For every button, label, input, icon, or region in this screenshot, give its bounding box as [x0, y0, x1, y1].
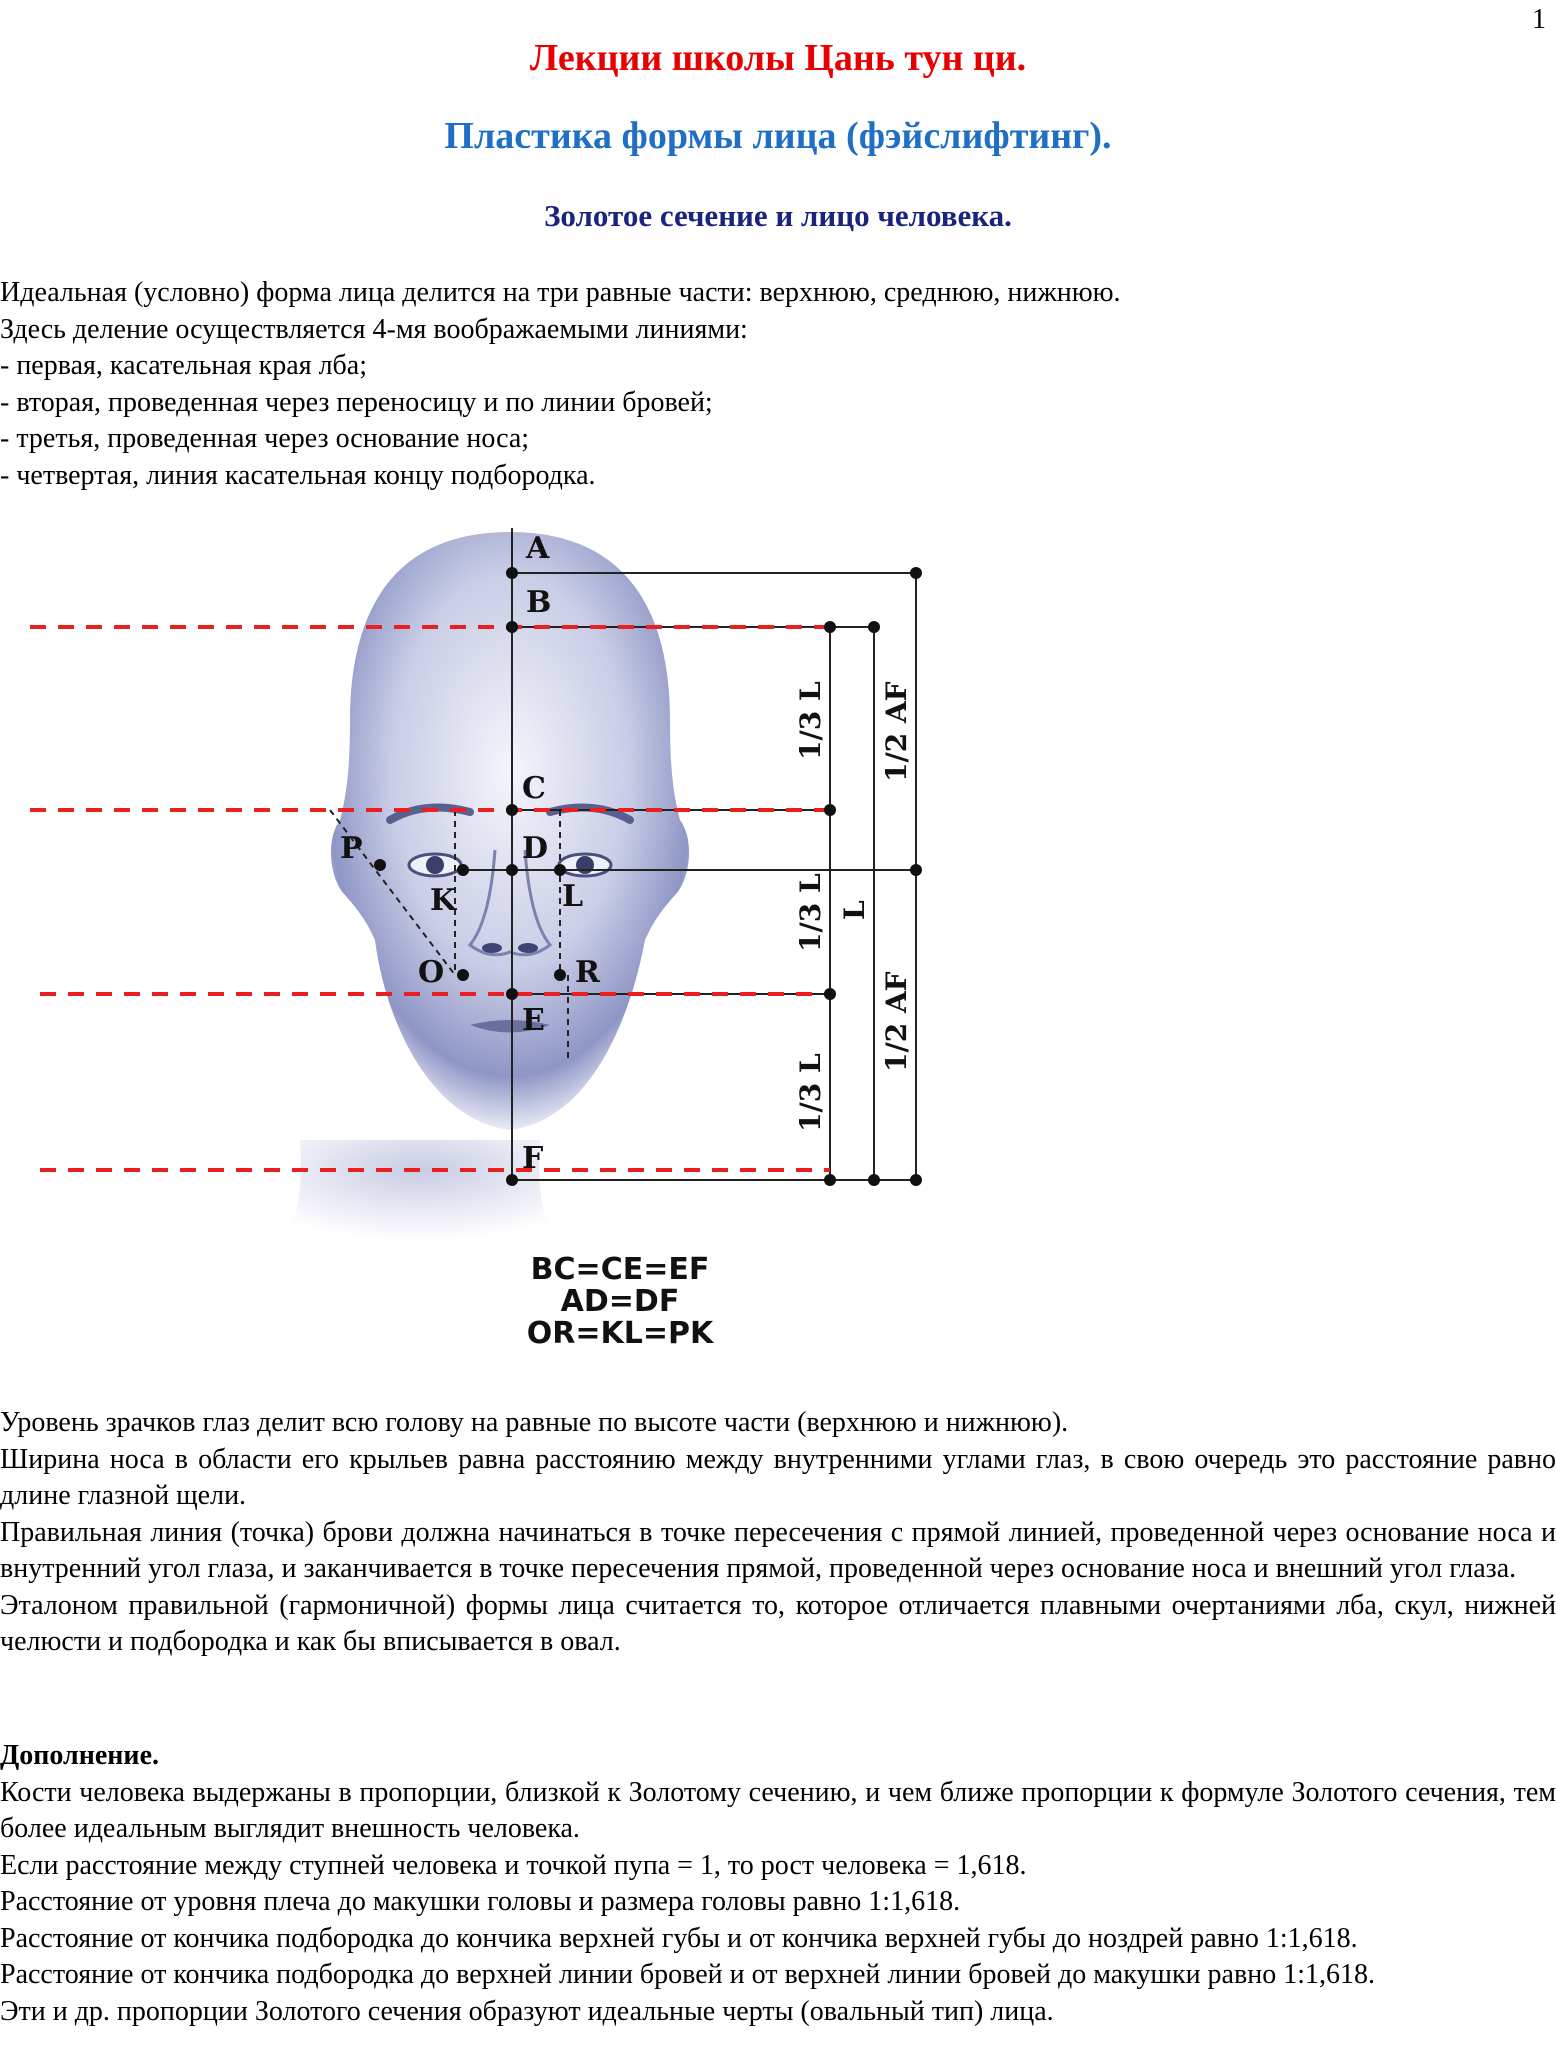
equation: AD=DF [560, 1284, 680, 1319]
addendum-section [0, 1738, 1556, 2030]
point-label-a: A [526, 531, 550, 566]
page-title: Лекции школы Цань тун ци. [529, 37, 1027, 79]
point-label-f: F [522, 1141, 544, 1176]
section-title: Золотое сечение и лицо человека. [544, 198, 1012, 233]
point-label-p: P [340, 831, 363, 866]
point-label-k: K [430, 883, 457, 918]
addendum-line: Эти и др. пропорции Золотого сечения образуют идеальные черты (овальный тип) лица. [0, 1995, 1054, 2027]
addendum-line: Если расстояние между ступней человека и точкой пупа = 1, то рост человека = 1,618. [0, 1849, 1027, 1881]
point-label-d: D [522, 831, 549, 866]
dimension-label-total: L [838, 900, 871, 920]
intro-text [0, 275, 1556, 494]
intro-line: - четвертая, линия касательная концу подбородка. [0, 459, 596, 491]
body-paragraph: Уровень зрачков глаз делит всю голову на равные по высоте части (верхнюю и нижнюю). [0, 1407, 1069, 1438]
addendum-line: Расстояние от кончика подбородка до верхней линии бровей и от верхней линии бровей до макушки равно 1:1,618. [0, 1959, 1375, 1990]
point-label-e: E [522, 1003, 545, 1038]
equation: OR=KL=PK [526, 1316, 714, 1351]
dimension-label-third-top: 1/3 L [794, 681, 827, 760]
dimension-label-third-bottom: 1/3 L [794, 1053, 827, 1132]
body-paragraph: Ширина носа в области его крыльев равна расстоянию между внутренними углами глаз, в свою очередь это расстояние равно длине глазной щели. [0, 1443, 1556, 1511]
equation: BC=CE=EF [530, 1252, 710, 1287]
proportion-equations [500, 1254, 740, 1350]
intro-line: Здесь деление осуществляется 4-мя воображаемыми линиями: [0, 313, 748, 345]
page-number: 1 [1532, 4, 1546, 35]
point-label-l: L [562, 879, 584, 914]
point-label-r: R [575, 955, 600, 990]
dimension-label-third-middle: 1/3 L [794, 873, 827, 952]
point-label-c: C [522, 771, 546, 806]
dimension-label-half-bottom: 1/2 AF [880, 971, 913, 1072]
addendum-line: Расстояние от уровня плеча до макушки головы и размера головы равно 1:1,618. [0, 1886, 961, 1917]
body-text [0, 1405, 1556, 1661]
addendum-line: Кости человека выдержаны в пропорции, близкой к Золотому сечению, и чем ближе пропорции к формуле Золотого сечения, тем более идеальным выглядит внешность человека. [0, 1776, 1556, 1844]
body-paragraph: Правильная линия (точка) брови должна начинаться в точке пересечения с прямой линией, проведенной через основание носа и внутренний угол глаза, и заканчивается в точке пересечения прямой, проведенной через основание носа и внешний угол глаза. [0, 1516, 1556, 1584]
addendum-heading: Дополнение. [0, 1740, 159, 1771]
addendum-line: Расстояние от кончика подбородка до кончика верхней губы и от кончика верхней губы до ноздрей равно 1:1,618. [0, 1922, 1358, 1954]
intro-line: - вторая, проведенная через переносицу и по линии бровей; [0, 386, 713, 418]
face-illustration [280, 532, 689, 1240]
point-label-o: O [418, 955, 445, 990]
intro-line: Идеальная (условно) форма лица делится на три равные части: верхнюю, среднюю, нижнюю. [0, 277, 1121, 308]
intro-line: - третья, проведенная через основание носа; [0, 423, 530, 454]
body-paragraph: Эталоном правильной (гармоничной) формы лица считается то, которое отличается плавными очертаниями лба, скул, нижней челюсти и подбородка и как бы вписывается в овал. [0, 1589, 1556, 1657]
point-label-b: B [526, 585, 552, 620]
face-proportion-diagram [30, 520, 970, 1240]
dimension-label-half-top: 1/2 AF [880, 681, 913, 782]
intro-line: - первая, касательная края лба; [0, 350, 368, 381]
page-subtitle: Пластика формы лица (фэйслифтинг). [444, 115, 1112, 157]
